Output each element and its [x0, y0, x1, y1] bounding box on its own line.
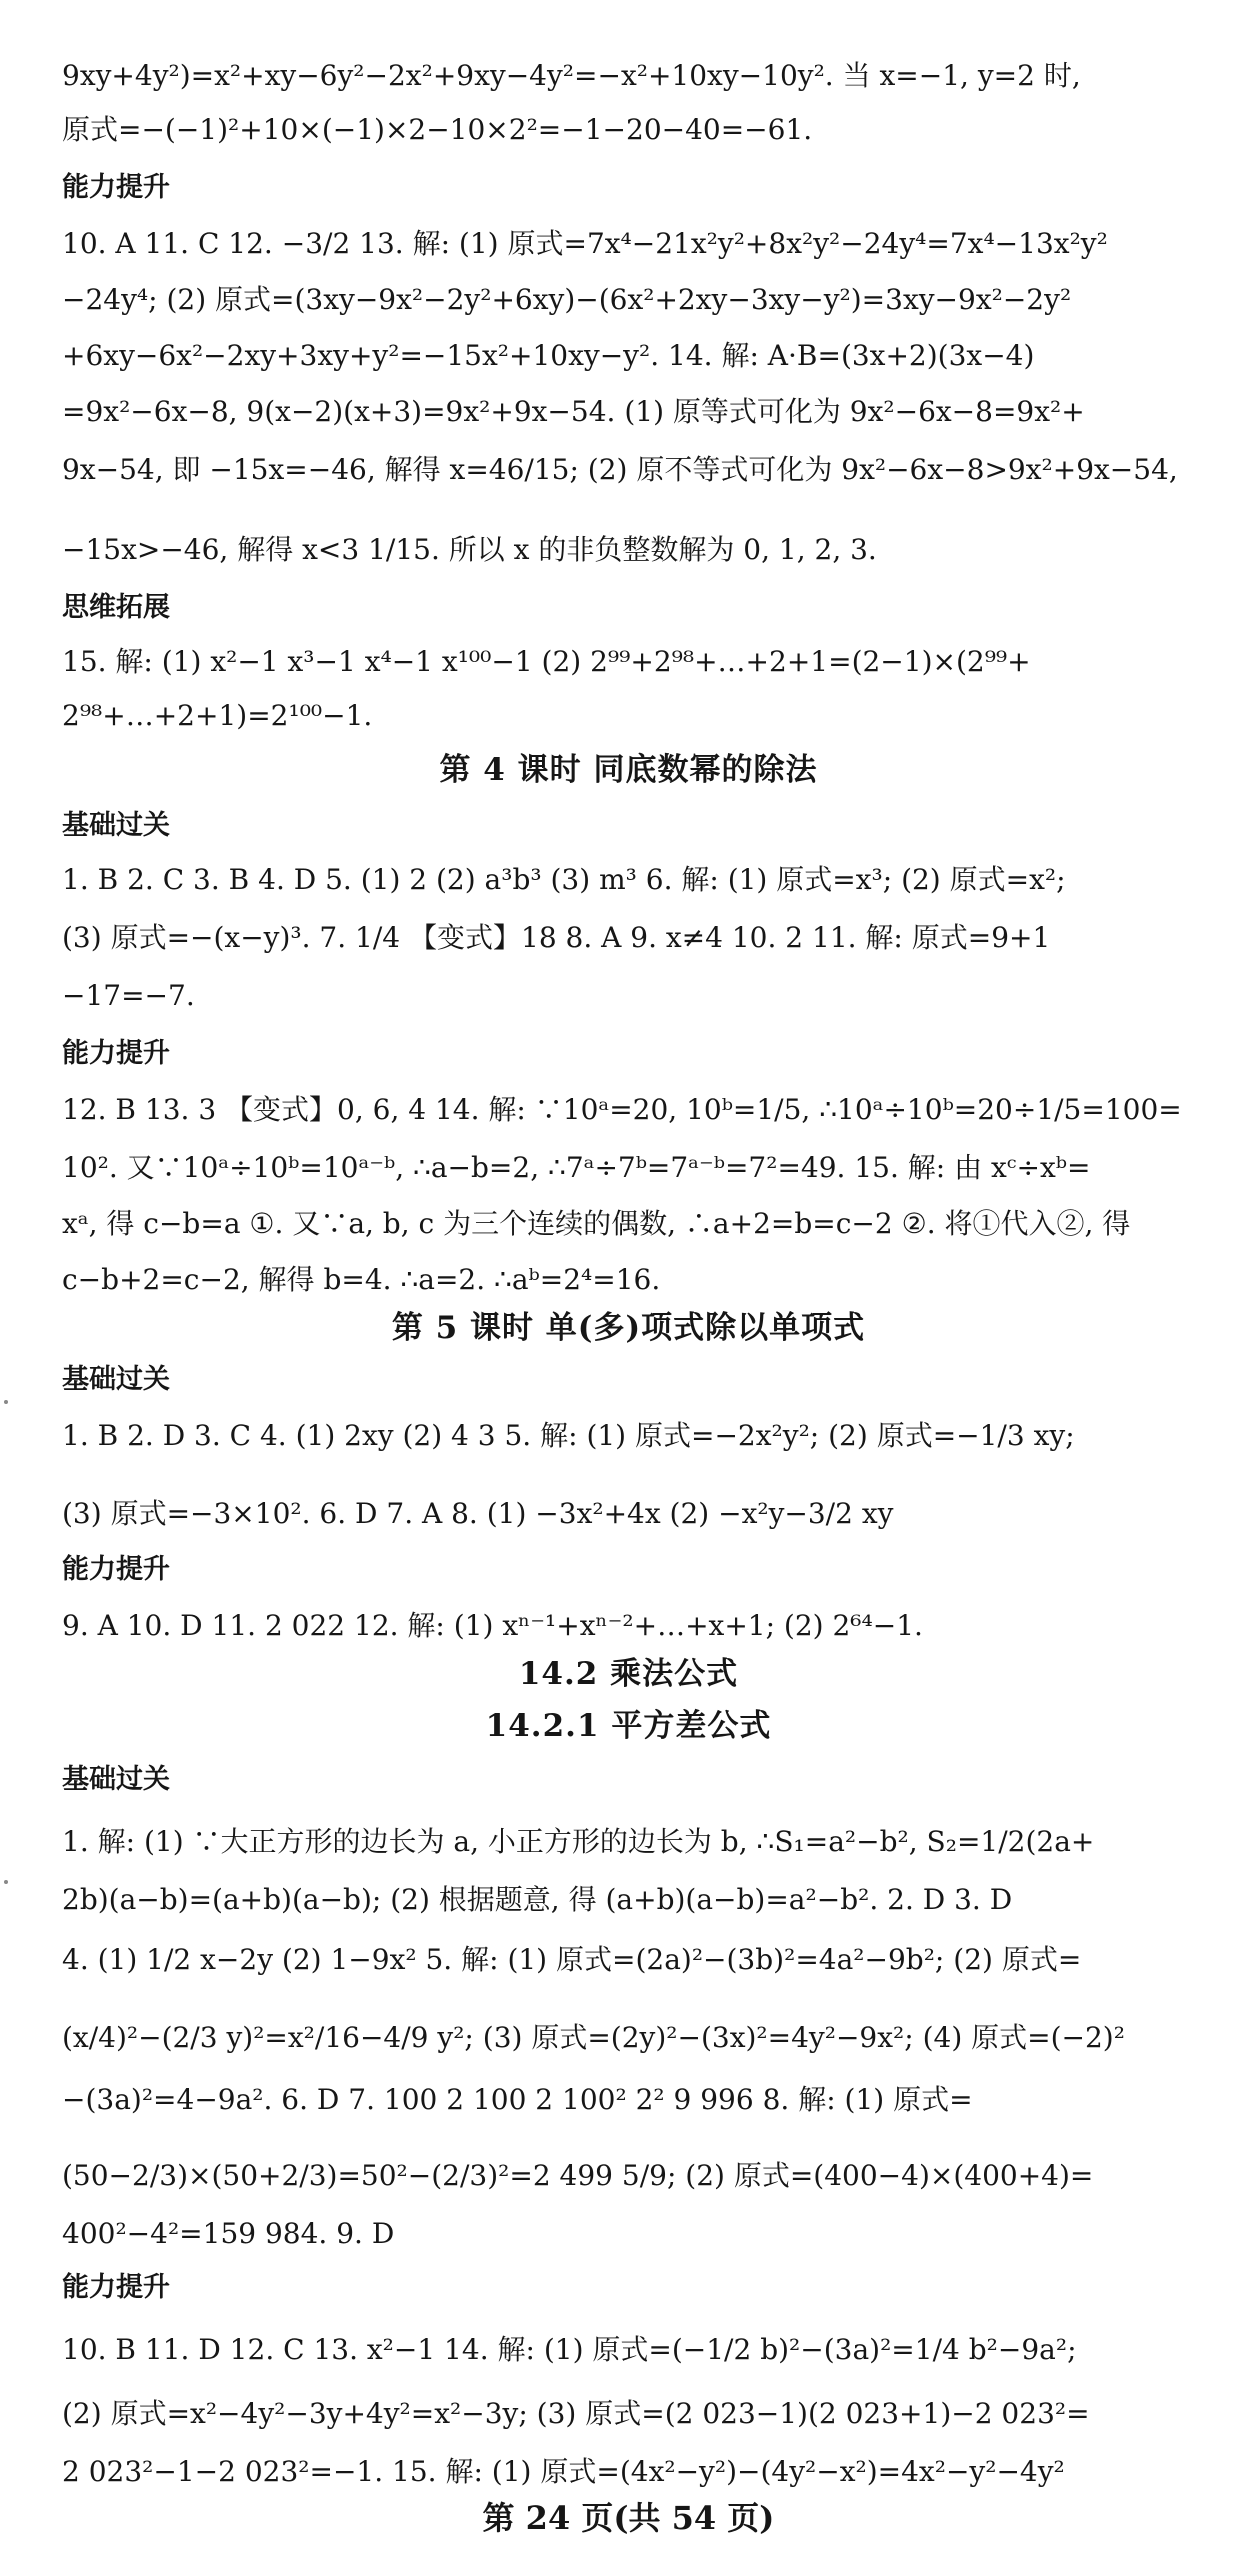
- text-line: c−b+2=c−2, 解得 b=4. ∴a=2. ∴aᵇ=2⁴=16.: [62, 1263, 661, 1296]
- text-line: −24y⁴; (2) 原式=(3xy−9x²−2y²+6xy)−(6x²+2xy−3xy−y²)=3xy−9x²−2y²: [62, 283, 1072, 316]
- text-line: 4. (1) 1/2 x−2y (2) 1−9x² 5. 解: (1) 原式=(2a)²−(3b)²=4a²−9b²; (2) 原式=: [62, 1943, 1082, 1976]
- text-line: −(3a)²=4−9a². 6. D 7. 100 2 100 2 100² 2² 9 996 8. 解: (1) 原式=: [62, 2083, 973, 2116]
- text-line: 2 023²−1−2 023²=−1. 15. 解: (1) 原式=(4x²−y²)−(4y²−x²)=4x²−y²−4y²: [62, 2455, 1065, 2488]
- heading-ability: 能力提升: [62, 172, 170, 203]
- text-line: 1. B 2. C 3. B 4. D 5. (1) 2 (2) a³b³ (3) m³ 6. 解: (1) 原式=x³; (2) 原式=x²;: [62, 863, 1066, 896]
- lesson-4-title: 第 4 课时 同底数幂的除法: [439, 752, 818, 788]
- text-line: 原式=−(−1)²+10×(−1)×2−10×2²=−1−20−40=−61.: [62, 113, 813, 146]
- text-line: (50−2/3)×(50+2/3)=50²−(2/3)²=2 499 5/9; (2) 原式=(400−4)×(400+4)=: [62, 2159, 1094, 2192]
- text-line: 2b)(a−b)=(a+b)(a−b); (2) 根据题意, 得 (a+b)(a−b)=a²−b². 2. D 3. D: [62, 1883, 1013, 1916]
- page-footer: 第 24 页(共 54 页): [482, 2499, 775, 2537]
- text-line: 10. B 11. D 12. C 13. x²−1 14. 解: (1) 原式=(−1/2 b)²−(3a)²=1/4 b²−9a²;: [62, 2333, 1077, 2366]
- lesson-5-title: 第 5 课时 单(多)项式除以单项式: [391, 1310, 866, 1346]
- heading-ability: 能力提升: [62, 2272, 170, 2303]
- text-line: −17=−7.: [62, 979, 195, 1012]
- section-title: 14.2 乘法公式: [518, 1656, 739, 1692]
- heading-basic: 基础过关: [62, 1364, 170, 1395]
- text-line: 10. A 11. C 12. −3/2 13. 解: (1) 原式=7x⁴−21x²y²+8x²y²−24y⁴=7x⁴−13x²y²: [62, 227, 1108, 260]
- text-line: 400²−4²=159 984. 9. D: [62, 2217, 395, 2250]
- text-line: 15. 解: (1) x²−1 x³−1 x⁴−1 x¹⁰⁰−1 (2) 2⁹⁹+2⁹⁸+…+2+1=(2−1)×(2⁹⁹+: [62, 645, 1031, 678]
- heading-basic: 基础过关: [62, 1764, 170, 1795]
- heading-ability: 能力提升: [62, 1038, 170, 1069]
- text-line: 9xy+4y²)=x²+xy−6y²−2x²+9xy−4y²=−x²+10xy−10y². 当 x=−1, y=2 时,: [62, 59, 1081, 92]
- heading-ability: 能力提升: [62, 1554, 170, 1585]
- text-line: =9x²−6x−8, 9(x−2)(x+3)=9x²+9x−54. (1) 原等式可化为 9x²−6x−8=9x²+: [62, 395, 1085, 428]
- text-line: 10². 又∵10ᵃ÷10ᵇ=10ᵃ⁻ᵇ, ∴a−b=2, ∴7ᵃ÷7ᵇ=7ᵃ⁻ᵇ=7²=49. 15. 解: 由 xᶜ÷xᵇ=: [62, 1151, 1091, 1184]
- text-line: xᵃ, 得 c−b=a ①. 又∵a, b, c 为三个连续的偶数, ∴a+2=b=c−2 ②. 将①代入②, 得: [62, 1207, 1131, 1240]
- text-line: 1. 解: (1) ∵大正方形的边长为 a, 小正方形的边长为 b, ∴S₁=a²−b², S₂=1/2(2a+: [62, 1825, 1095, 1858]
- text-line: (x/4)²−(2/3 y)²=x²/16−4/9 y²; (3) 原式=(2y)²−(3x)²=4y²−9x²; (4) 原式=(−2)²: [62, 2021, 1125, 2054]
- scan-speck: [4, 1880, 8, 1884]
- text-line: 12. B 13. 3 【变式】0, 6, 4 14. 解: ∵10ᵃ=20, 10ᵇ=1/5, ∴10ᵃ÷10ᵇ=20÷1/5=100=: [62, 1093, 1182, 1126]
- text-line: +6xy−6x²−2xy+3xy+y²=−15x²+10xy−y². 14. 解: A·B=(3x+2)(3x−4): [62, 339, 1035, 372]
- text-line: (3) 原式=−3×10². 6. D 7. A 8. (1) −3x²+4x (2) −x²y−3/2 xy: [62, 1497, 894, 1530]
- heading-thinking: 思维拓展: [62, 592, 170, 623]
- text-line: 2⁹⁸+…+2+1)=2¹⁰⁰−1.: [62, 699, 373, 732]
- subsection-title: 14.2.1 平方差公式: [485, 1708, 772, 1744]
- text-line: (3) 原式=−(x−y)³. 7. 1/4 【变式】18 8. A 9. x≠4 10. 2 11. 解: 原式=9+1: [62, 921, 1051, 954]
- text-line: (2) 原式=x²−4y²−3y+4y²=x²−3y; (3) 原式=(2 023−1)(2 023+1)−2 023²=: [62, 2397, 1090, 2430]
- scan-speck: [4, 1400, 8, 1404]
- text-line: −15x>−46, 解得 x<3 1/15. 所以 x 的非负整数解为 0, 1, 2, 3.: [62, 533, 877, 566]
- text-line: 9x−54, 即 −15x=−46, 解得 x=46/15; (2) 原不等式可化为 9x²−6x−8>9x²+9x−54,: [62, 453, 1178, 486]
- heading-basic: 基础过关: [62, 810, 170, 841]
- text-line: 1. B 2. D 3. C 4. (1) 2xy (2) 4 3 5. 解: (1) 原式=−2x²y²; (2) 原式=−1/3 xy;: [62, 1419, 1075, 1452]
- text-line: 9. A 10. D 11. 2 022 12. 解: (1) xⁿ⁻¹+xⁿ⁻²+…+x+1; (2) 2⁶⁴−1.: [62, 1609, 923, 1642]
